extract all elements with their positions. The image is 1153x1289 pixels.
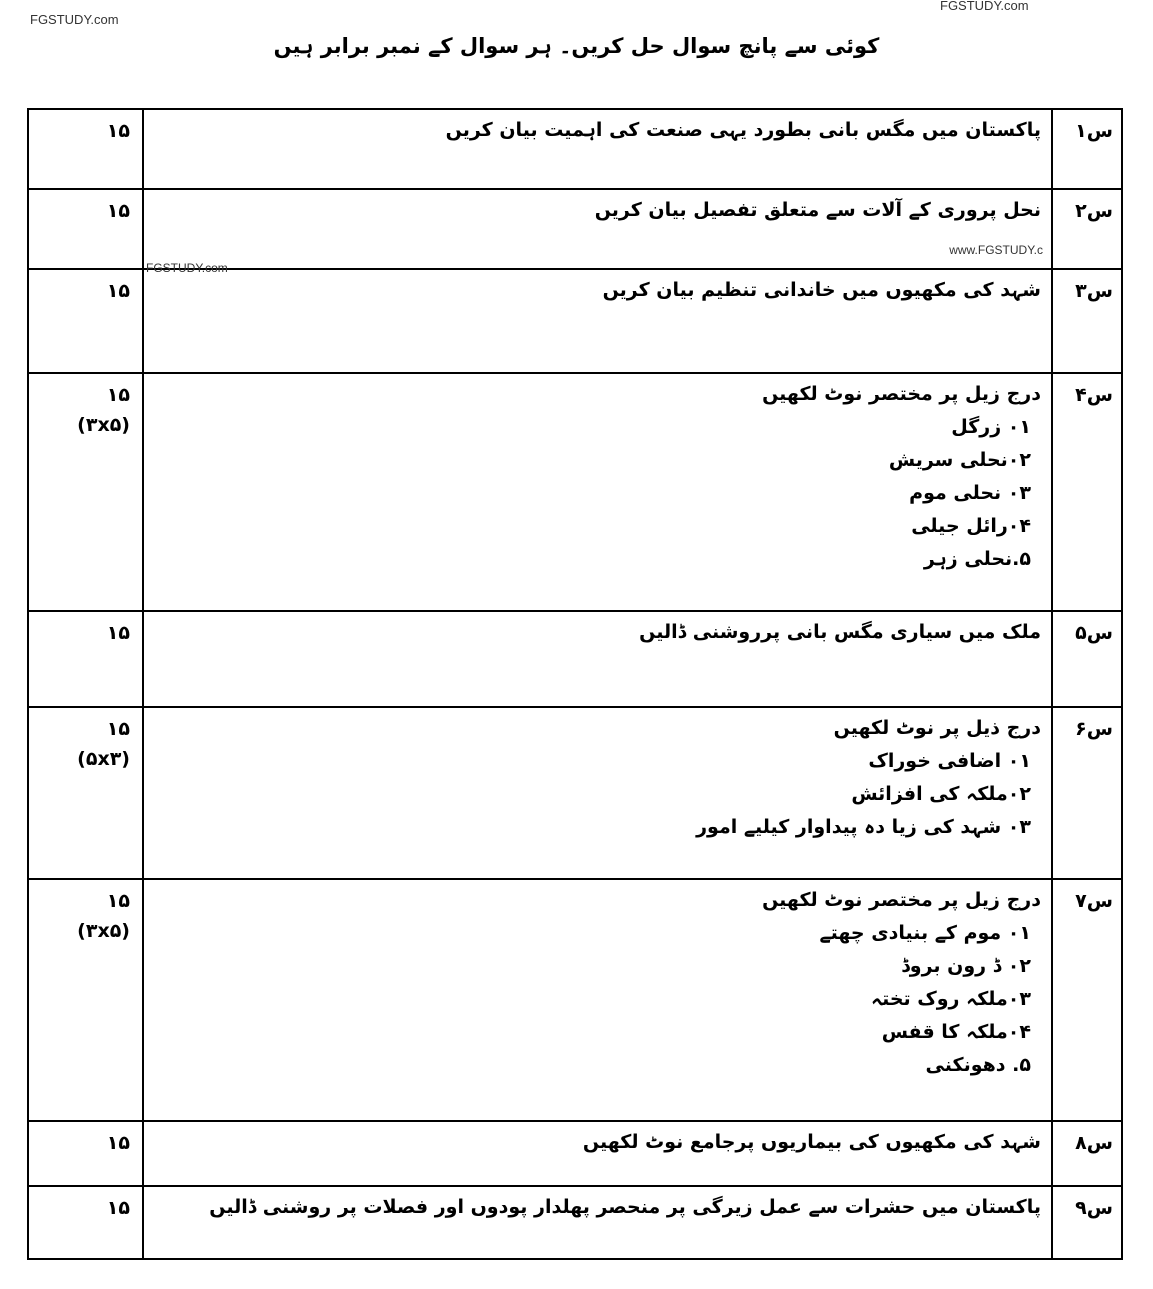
watermark: FGSTUDY.com — [30, 12, 119, 27]
marks-split: (۵x۳) — [77, 748, 130, 770]
sub-item: ۰۲نحلی سریش — [888, 449, 1031, 471]
marks-split: (۳x۵) — [77, 920, 130, 942]
sub-item: ۰۳ملکہ روک تختہ — [870, 988, 1031, 1010]
question-text: شہد کی مکھیوں کی بیماریوں پرجامع نوٹ لکھیں — [582, 1131, 1041, 1153]
question-text: پاکستان میں مگس بانی بطورد یہی صنعت کی اہمیت بیان کریں — [445, 119, 1041, 141]
question-text-cell — [143, 1121, 1052, 1186]
question-number: س۶ — [1075, 718, 1113, 740]
question-text: پاکستان میں حشرات سے عمل زیرگی پر منحصر پھلدار پودوں اور فصلات پر روشنی ڈالیں — [209, 1196, 1041, 1218]
question-text-cell — [143, 189, 1052, 275]
question-text-cell — [143, 269, 1052, 373]
question-number-cell — [1052, 373, 1122, 611]
marks: ۱۵ — [106, 384, 130, 406]
question-text-cell — [143, 109, 1052, 189]
sub-item: ۰۱ زرگل — [951, 416, 1031, 438]
sub-item: ۰۲ملکہ کی افزائش — [851, 783, 1031, 805]
question-row — [28, 1186, 1122, 1259]
question-row — [28, 611, 1122, 707]
question-row — [28, 373, 1122, 611]
marks: ۱۵ — [106, 1132, 130, 1154]
watermark: FGSTUDY.com — [146, 261, 228, 275]
marks-cell — [28, 707, 143, 879]
question-row — [28, 1121, 1122, 1186]
marks-cell — [28, 109, 143, 189]
marks-cell — [28, 189, 143, 269]
questions-table — [27, 108, 1123, 1260]
marks: ۱۵ — [106, 280, 130, 302]
page-title: کوئی سے پانچ سوال حل کریں۔ ہر سوال کے نمبر برابر ہیں — [273, 34, 880, 58]
marks: ۱۵ — [106, 1197, 130, 1219]
sub-item: ۰۴ملکہ کا قفس — [881, 1021, 1031, 1043]
sub-item: ۵. دھونکنی — [925, 1054, 1031, 1076]
sub-item: ۰۳ نحلی موم — [909, 482, 1031, 504]
question-number-cell — [1052, 1121, 1122, 1186]
marks-cell — [28, 1121, 143, 1186]
question-number: س۹ — [1075, 1197, 1113, 1219]
question-number: س۷ — [1075, 890, 1113, 912]
watermark: FGSTUDY.com — [940, 0, 1029, 13]
question-number-cell — [1052, 269, 1122, 373]
sub-item: ۰۳ شہد کی زیا دہ پیداوار کیلیے امور — [696, 816, 1031, 838]
marks-cell — [28, 1186, 143, 1259]
question-number: س۳ — [1075, 280, 1113, 302]
question-text: شہد کی مکھیوں میں خاندانی تنظیم بیان کریں — [602, 279, 1041, 301]
question-text: درج ذیل پر نوٹ لکھیں — [833, 717, 1041, 739]
question-number: س۴ — [1075, 384, 1113, 406]
question-number-cell — [1052, 879, 1122, 1121]
watermark: www.FGSTUDY.c — [949, 243, 1043, 257]
question-number-cell — [1052, 1186, 1122, 1259]
question-row — [28, 707, 1122, 879]
sub-item: ۰۴رائل جیلی — [911, 515, 1031, 537]
question-text-cell — [143, 1186, 1052, 1259]
marks-cell — [28, 611, 143, 707]
question-number-cell — [1052, 189, 1122, 269]
question-number-cell — [1052, 707, 1122, 879]
question-number-cell — [1052, 109, 1122, 189]
question-text: درج زیل پر مختصر نوٹ لکھیں — [762, 383, 1041, 405]
sub-item: ۰۲ ڈ رون بروڈ — [901, 955, 1031, 977]
question-text: ملک میں سیاری مگس بانی پرروشنی ڈالیں — [639, 621, 1041, 643]
question-number: س۸ — [1075, 1132, 1113, 1154]
marks-cell — [28, 373, 143, 611]
question-text-cell — [143, 707, 1052, 879]
marks: ۱۵ — [106, 718, 130, 740]
marks: ۱۵ — [106, 890, 130, 912]
sub-item: ۵.نحلی زہر — [923, 548, 1031, 570]
question-number: س۲ — [1075, 200, 1113, 222]
question-row — [28, 109, 1122, 189]
question-text-cell — [143, 879, 1052, 1121]
question-text-cell — [143, 611, 1052, 707]
question-text: نحل پروری کے آلات سے متعلق تفصیل بیان کریں — [594, 199, 1041, 221]
marks-split: (۳x۵) — [77, 414, 130, 436]
question-row — [28, 189, 1122, 269]
marks: ۱۵ — [106, 622, 130, 644]
question-number: س۱ — [1075, 120, 1113, 142]
question-text: درج زیل پر مختصر نوٹ لکھیں — [762, 889, 1041, 911]
marks-cell — [28, 269, 143, 373]
question-row — [28, 879, 1122, 1121]
marks: ۱۵ — [106, 200, 130, 222]
marks: ۱۵ — [106, 120, 130, 142]
sub-item: ۰۱ اضافی خوراک — [868, 750, 1031, 772]
question-number: س۵ — [1075, 622, 1113, 644]
sub-item: ۰۱ موم کے بنیادی چھتے — [819, 922, 1031, 944]
question-number-cell — [1052, 611, 1122, 707]
question-row — [28, 269, 1122, 373]
marks-cell — [28, 879, 143, 1121]
question-text-cell — [143, 373, 1052, 611]
